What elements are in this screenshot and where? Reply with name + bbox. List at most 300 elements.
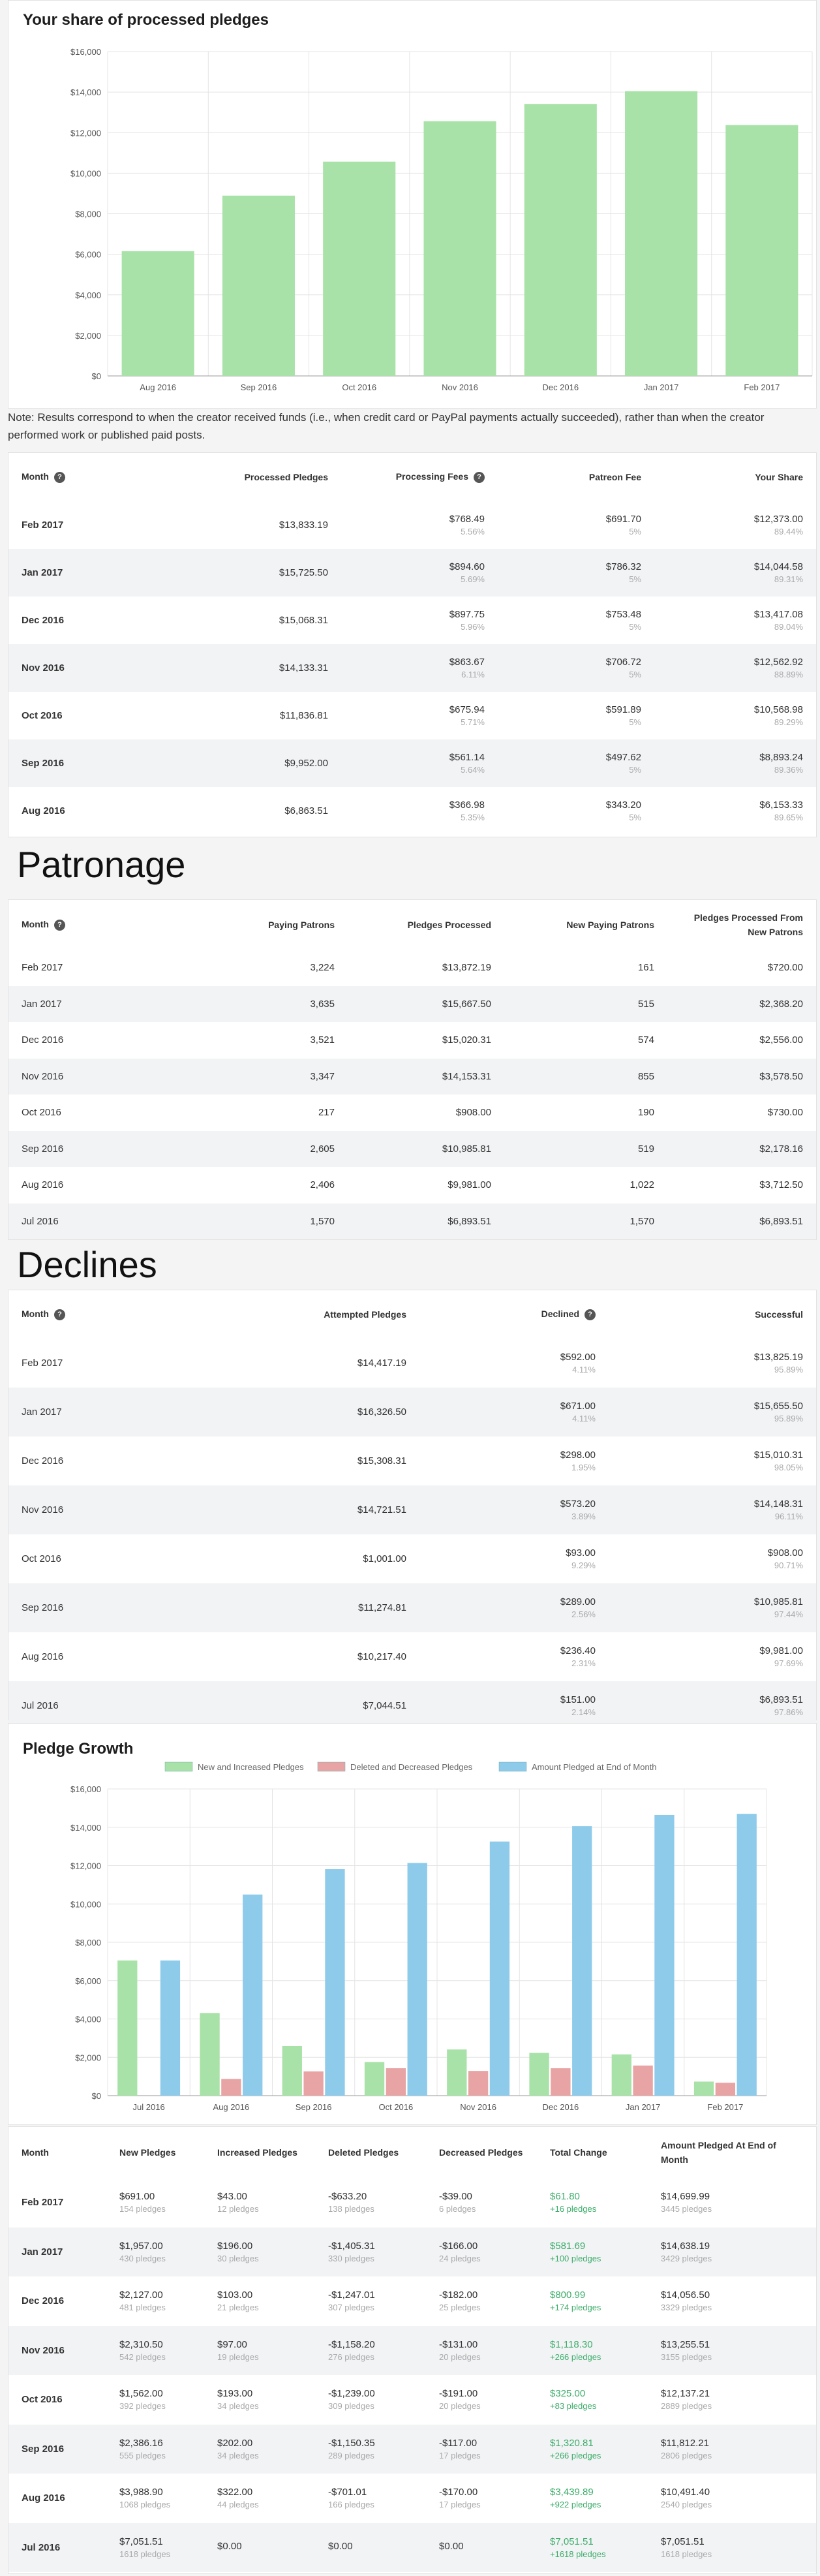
row-declined: $298.00 <box>560 1450 596 1461</box>
share-header-patreon: Patreon Fee <box>588 472 641 482</box>
row-month: Jul 2016 <box>22 2541 61 2553</box>
row-deleted: -$633.20 <box>328 2191 367 2203</box>
table-row <box>8 2375 816 2425</box>
table-row <box>8 986 816 1023</box>
row-end: $14,699.99 <box>661 2191 710 2203</box>
row-month: Jul 2016 <box>22 1215 59 1227</box>
help-icon[interactable]: ? <box>585 1309 596 1320</box>
x-tick-label: Jan 2017 <box>625 2102 661 2112</box>
row-decreased-sub: 20 pledges <box>439 2401 481 2412</box>
bar[interactable] <box>529 2053 549 2096</box>
row-new-patrons: 190 <box>637 1107 654 1119</box>
x-tick-label: Jul 2016 <box>132 2102 165 2112</box>
row-patreon-fee: $497.62 <box>605 752 641 763</box>
processing-note: Note: Results correspond to when the creator received funds (i.e., when credit card or PayPal payments actually succeeded), rather than when the creator performed work or published paid posts. <box>8 411 765 441</box>
row-end: $14,056.50 <box>661 2289 710 2301</box>
row-successful: $9,981.00 <box>759 1645 803 1656</box>
row-processed: $14,153.31 <box>442 1070 491 1082</box>
row-new: $2,386.16 <box>119 2437 163 2449</box>
row-end: $11,812.21 <box>661 2437 709 2449</box>
row-successful: $13,825.19 <box>753 1352 803 1363</box>
table-row <box>8 2326 816 2376</box>
bar[interactable] <box>243 1895 262 2096</box>
row-fees-sub: 5.96% <box>461 622 485 632</box>
bar[interactable] <box>737 1814 757 2096</box>
row-month: Aug 2016 <box>22 1651 64 1662</box>
row-processed: $9,952.00 <box>284 758 328 769</box>
row-fees: $675.94 <box>449 704 485 715</box>
bar[interactable] <box>716 2083 735 2096</box>
row-declined-sub: 9.29% <box>571 1560 596 1570</box>
row-share: $14,044.58 <box>753 561 803 572</box>
row-month: Nov 2016 <box>22 1504 64 1515</box>
declines-table-panel <box>8 1290 817 1720</box>
row-month: Jul 2016 <box>22 1700 59 1711</box>
row-successful: $15,010.31 <box>753 1450 803 1461</box>
bar[interactable] <box>551 2068 570 2096</box>
help-icon[interactable]: ? <box>54 1309 65 1320</box>
row-new-processed: $6,893.51 <box>759 1215 803 1227</box>
row-total: $325.00 <box>550 2388 586 2400</box>
row-month: Feb 2017 <box>22 1358 63 1369</box>
bar[interactable] <box>282 2046 302 2096</box>
row-increased-sub: 21 pledges <box>217 2303 259 2313</box>
row-processed: $908.00 <box>455 1107 491 1119</box>
row-month: Jan 2017 <box>22 1406 62 1418</box>
patronage-header-patrons: Paying Patrons <box>268 920 335 930</box>
x-tick-label: Aug 2016 <box>213 2102 250 2112</box>
row-deleted-sub: 166 pledges <box>328 2500 374 2510</box>
row-month: Jan 2017 <box>22 2246 63 2258</box>
growth-header-end: Amount Pledged At End of Month <box>661 2140 776 2165</box>
y-tick-label: $0 <box>91 2091 101 2101</box>
table-row <box>8 2276 816 2326</box>
row-end: $12,137.21 <box>661 2388 710 2400</box>
row-increased-sub: 12 pledges <box>217 2204 259 2214</box>
row-new-sub: 1068 pledges <box>119 2500 171 2510</box>
row-patreon-fee-sub: 5% <box>629 765 641 775</box>
row-processed: $6,893.51 <box>448 1215 491 1227</box>
row-successful: $908.00 <box>767 1547 803 1559</box>
bar[interactable] <box>323 162 395 376</box>
row-share: $6,153.33 <box>759 799 803 811</box>
x-tick-label: Oct 2016 <box>342 382 377 392</box>
row-end-sub: 3329 pledges <box>661 2303 712 2313</box>
row-fees-sub: 5.71% <box>461 717 485 727</box>
legend-label[interactable]: Deleted and Decreased Pledges <box>350 1762 473 1772</box>
bar[interactable] <box>122 251 194 376</box>
row-share-sub: 88.89% <box>774 670 803 679</box>
row-patreon-fee: $786.32 <box>605 561 641 572</box>
bar[interactable] <box>490 1842 509 2096</box>
table-row <box>8 1485 816 1534</box>
row-patreon-fee: $691.70 <box>605 514 641 525</box>
row-month: Aug 2016 <box>22 2492 65 2504</box>
row-patreon-fee-sub: 5% <box>629 813 641 822</box>
row-fees-sub: 5.56% <box>461 527 485 536</box>
share-header-fees: Processing Fees <box>395 471 468 482</box>
row-month: Nov 2016 <box>22 2344 65 2356</box>
row-new-patrons: 519 <box>637 1143 654 1155</box>
bar[interactable] <box>365 2062 384 2096</box>
y-tick-label: $6,000 <box>75 1976 101 1986</box>
row-new-patrons: 855 <box>637 1070 654 1082</box>
row-successful-sub: 97.44% <box>774 1609 803 1619</box>
row-share-sub: 89.65% <box>774 813 803 822</box>
row-share-sub: 89.31% <box>774 574 803 584</box>
row-month: Oct 2016 <box>22 1107 61 1119</box>
row-decreased: -$39.00 <box>439 2191 472 2203</box>
row-successful: $6,893.51 <box>759 1694 803 1705</box>
row-patrons: 1,570 <box>310 1215 335 1227</box>
row-decreased-sub: 6 pledges <box>439 2204 476 2214</box>
y-tick-label: $10,000 <box>70 1899 101 1910</box>
bar[interactable] <box>572 1826 592 2096</box>
growth-header-deleted: Deleted Pledges <box>328 2147 399 2158</box>
y-tick-label: $2,000 <box>75 330 101 341</box>
row-processed: $15,667.50 <box>442 998 491 1010</box>
row-share: $13,417.08 <box>753 609 803 620</box>
row-attempted: $7,044.51 <box>363 1700 406 1711</box>
row-successful: $15,655.50 <box>753 1401 803 1412</box>
row-new-sub: 430 pledges <box>119 2253 166 2263</box>
patronage-header-new-processed: Pledges Processed From New Patrons <box>693 912 803 937</box>
row-deleted: -$1,158.20 <box>328 2338 375 2350</box>
row-increased-sub: 34 pledges <box>217 2401 259 2412</box>
row-decreased: -$182.00 <box>439 2289 478 2301</box>
row-new-sub: 555 pledges <box>119 2450 166 2460</box>
row-month: Oct 2016 <box>22 710 63 721</box>
row-end: $7,051.51 <box>661 2536 705 2547</box>
row-deleted: -$1,247.01 <box>328 2289 375 2301</box>
row-end-sub: 2540 pledges <box>661 2500 712 2510</box>
row-deleted-sub: 307 pledges <box>328 2303 374 2313</box>
row-total: $7,051.51 <box>550 2536 594 2547</box>
row-total: $61.80 <box>550 2191 580 2203</box>
bar[interactable] <box>222 196 295 376</box>
row-decreased-sub: 17 pledges <box>439 2450 481 2460</box>
row-processed: $11,836.81 <box>280 710 328 721</box>
help-icon[interactable]: ? <box>54 472 65 483</box>
share-table <box>8 453 816 835</box>
bar[interactable] <box>725 125 798 376</box>
row-patrons: 217 <box>318 1107 335 1119</box>
bar[interactable] <box>408 1863 427 2096</box>
bar[interactable] <box>386 2068 406 2096</box>
row-patreon-fee-sub: 5% <box>629 670 641 679</box>
bar[interactable] <box>633 2066 652 2096</box>
row-successful-sub: 90.71% <box>774 1560 803 1570</box>
table-row <box>8 2178 816 2227</box>
growth-chart-title: Pledge Growth <box>23 1740 134 1758</box>
row-fees: $366.98 <box>449 799 485 811</box>
x-tick-label: Dec 2016 <box>542 2102 579 2112</box>
row-end-sub: 3445 pledges <box>661 2204 712 2214</box>
bar[interactable] <box>468 2071 488 2096</box>
row-new: $7,051.51 <box>119 2536 163 2547</box>
row-end-sub: 2806 pledges <box>661 2450 712 2460</box>
growth-header-increased: Increased Pledges <box>217 2147 297 2158</box>
row-share-sub: 89.36% <box>774 765 803 775</box>
row-month: Dec 2016 <box>22 615 65 626</box>
row-month: Dec 2016 <box>22 2295 65 2307</box>
row-patrons: 2,406 <box>310 1179 335 1191</box>
row-new-processed: $2,368.20 <box>759 998 803 1010</box>
x-tick-label: Sep 2016 <box>295 2102 332 2112</box>
row-new: $1,562.00 <box>119 2388 163 2400</box>
row-decreased: -$166.00 <box>439 2240 478 2252</box>
row-end-sub: 3429 pledges <box>661 2253 712 2263</box>
y-tick-label: $4,000 <box>75 290 101 300</box>
row-share-sub: 89.44% <box>774 527 803 536</box>
row-declined-sub: 4.11% <box>572 1365 596 1374</box>
row-new: $1,957.00 <box>119 2240 163 2252</box>
y-tick-label: $10,000 <box>70 168 101 179</box>
row-total-sub: +266 pledges <box>550 2351 601 2362</box>
patronage-header-new: New Paying Patrons <box>566 920 654 930</box>
row-new-sub: 481 pledges <box>119 2303 166 2313</box>
row-month: Jan 2017 <box>22 567 63 578</box>
table-row <box>8 1094 816 1131</box>
row-processed: $9,981.00 <box>448 1179 491 1191</box>
row-month: Sep 2016 <box>22 1602 64 1613</box>
row-decreased: -$170.00 <box>439 2487 478 2498</box>
table-row <box>8 1436 816 1485</box>
row-month: Oct 2016 <box>22 1553 61 1564</box>
row-new-patrons: 574 <box>637 1034 654 1046</box>
row-patreon-fee: $343.20 <box>605 799 641 811</box>
row-share: $10,568.98 <box>753 704 803 715</box>
growth-chart <box>8 1759 816 2124</box>
row-declined: $93.00 <box>566 1547 596 1559</box>
bar[interactable] <box>447 2049 466 2096</box>
row-total: $1,320.81 <box>550 2437 594 2449</box>
y-tick-label: $12,000 <box>70 1861 101 1871</box>
growth-header-month: Month <box>22 2147 49 2158</box>
table-row <box>8 501 816 549</box>
table-row <box>8 644 816 692</box>
growth-table <box>8 2127 816 2572</box>
growth-header-total: Total Change <box>550 2147 607 2158</box>
row-new: $2,310.50 <box>119 2338 163 2350</box>
row-total-sub: +100 pledges <box>550 2253 601 2263</box>
bar[interactable] <box>325 1869 344 2096</box>
row-new-processed: $2,556.00 <box>759 1034 803 1046</box>
row-increased-sub: 30 pledges <box>217 2253 259 2263</box>
share-chart-title: Your share of processed pledges <box>23 11 269 29</box>
row-patrons: 3,635 <box>310 998 335 1010</box>
row-decreased-sub: 25 pledges <box>439 2303 481 2313</box>
bar[interactable] <box>160 1961 180 2096</box>
row-new-processed: $3,578.50 <box>759 1070 803 1082</box>
y-tick-label: $14,000 <box>70 87 101 98</box>
row-new-patrons: 161 <box>637 962 654 974</box>
y-tick-label: $0 <box>91 371 101 381</box>
row-decreased: $0.00 <box>439 2541 464 2553</box>
x-tick-label: Jan 2017 <box>643 382 679 392</box>
y-tick-label: $2,000 <box>75 2053 101 2063</box>
y-tick-label: $4,000 <box>75 2014 101 2025</box>
row-successful-sub: 97.69% <box>774 1658 803 1668</box>
bar[interactable] <box>303 2072 323 2096</box>
growth-chart-panel <box>8 1723 817 2125</box>
y-tick-label: $16,000 <box>70 1784 101 1794</box>
row-month: Feb 2017 <box>22 2197 64 2209</box>
row-increased: $193.00 <box>217 2388 253 2400</box>
declines-table <box>8 1290 816 1730</box>
row-patreon-fee-sub: 5% <box>629 622 641 632</box>
row-deleted: $0.00 <box>328 2541 353 2553</box>
share-table-panel <box>8 452 817 837</box>
y-tick-label: $14,000 <box>70 1822 101 1833</box>
row-decreased: -$191.00 <box>439 2388 478 2400</box>
row-fees: $863.67 <box>449 657 485 668</box>
row-successful-sub: 95.89% <box>774 1414 803 1423</box>
row-month: Nov 2016 <box>22 662 65 674</box>
table-row <box>8 2227 816 2277</box>
row-total-sub: +266 pledges <box>550 2450 601 2460</box>
x-tick-label: Feb 2017 <box>707 2102 744 2112</box>
row-patreon-fee: $591.89 <box>605 704 641 715</box>
row-declined: $671.00 <box>560 1401 596 1412</box>
table-row <box>8 1388 816 1436</box>
row-end-sub: 2889 pledges <box>661 2401 712 2412</box>
row-decreased-sub: 24 pledges <box>439 2253 481 2263</box>
row-new-patrons: 1,570 <box>630 1215 654 1227</box>
y-tick-label: $8,000 <box>75 1938 101 1948</box>
row-deleted-sub: 309 pledges <box>328 2401 374 2412</box>
bar[interactable] <box>221 2079 241 2096</box>
table-row <box>8 739 816 787</box>
declines-header-month: Month <box>22 1309 49 1320</box>
row-declined: $236.40 <box>560 1645 596 1656</box>
row-new-processed: $2,178.16 <box>759 1143 803 1155</box>
table-row <box>8 692 816 739</box>
row-increased: $97.00 <box>217 2338 247 2350</box>
row-total-sub: +83 pledges <box>550 2401 597 2412</box>
row-patreon-fee-sub: 5% <box>629 527 641 536</box>
bar[interactable] <box>612 2055 631 2096</box>
row-end: $13,255.51 <box>661 2338 710 2350</box>
row-declined-sub: 2.31% <box>571 1658 596 1668</box>
row-month: Dec 2016 <box>22 1455 64 1466</box>
row-processed: $6,863.51 <box>284 805 328 816</box>
row-increased: $322.00 <box>217 2487 253 2498</box>
row-deleted: -$1,239.00 <box>328 2388 375 2400</box>
row-declined-sub: 3.89% <box>571 1512 596 1521</box>
row-deleted-sub: 276 pledges <box>328 2351 374 2362</box>
row-fees-sub: 5.35% <box>461 813 485 822</box>
row-new-sub: 154 pledges <box>119 2204 166 2214</box>
table-row <box>8 2474 816 2523</box>
row-new-processed: $720.00 <box>767 962 803 974</box>
row-new-processed: $730.00 <box>767 1107 803 1119</box>
y-tick-label: $6,000 <box>75 249 101 260</box>
row-total: $1,118.30 <box>550 2338 593 2350</box>
table-row <box>8 1534 816 1583</box>
row-end: $10,491.40 <box>661 2487 710 2498</box>
table-row <box>8 1583 816 1632</box>
bar[interactable] <box>524 104 597 376</box>
share-header-month: Month <box>22 471 49 482</box>
table-row <box>8 1632 816 1681</box>
row-deleted: -$701.01 <box>328 2487 367 2498</box>
row-fees: $768.49 <box>449 514 485 525</box>
row-new: $3,988.90 <box>119 2487 163 2498</box>
row-fees: $897.75 <box>449 609 485 620</box>
bar[interactable] <box>694 2081 714 2096</box>
row-share-sub: 89.04% <box>774 622 803 632</box>
table-row <box>8 2425 816 2474</box>
row-share-sub: 89.29% <box>774 717 803 727</box>
row-share: $8,893.24 <box>759 752 803 763</box>
patronage-header-processed: Pledges Processed <box>407 920 491 930</box>
row-declined-sub: 2.14% <box>571 1707 596 1717</box>
row-fees: $561.14 <box>449 752 485 763</box>
row-patreon-fee-sub: 5% <box>629 574 641 584</box>
row-new: $2,127.00 <box>119 2289 163 2301</box>
row-patrons: 2,605 <box>310 1143 335 1155</box>
row-fees-sub: 5.69% <box>461 574 485 584</box>
declines-header-declined: Declined <box>541 1309 579 1320</box>
row-increased: $196.00 <box>217 2240 253 2252</box>
row-increased-sub: 19 pledges <box>217 2351 259 2362</box>
row-increased-sub: 34 pledges <box>217 2450 259 2460</box>
row-processed: $15,725.50 <box>279 567 328 578</box>
row-declined: $289.00 <box>560 1596 596 1607</box>
row-declined-sub: 4.11% <box>572 1414 596 1423</box>
row-total-sub: +922 pledges <box>550 2500 601 2510</box>
row-new-sub: 542 pledges <box>119 2351 166 2362</box>
row-patrons: 3,521 <box>310 1034 335 1046</box>
bar[interactable] <box>423 121 496 376</box>
row-total-sub: +1618 pledges <box>550 2549 606 2559</box>
bar[interactable] <box>654 1815 674 2096</box>
bar[interactable] <box>117 1961 137 2096</box>
x-tick-label: Aug 2016 <box>140 382 176 392</box>
x-tick-label: Dec 2016 <box>542 382 579 392</box>
row-fees-sub: 6.11% <box>461 670 485 679</box>
row-patrons: 3,224 <box>310 962 335 974</box>
legend-swatch <box>318 1762 345 1771</box>
row-attempted: $16,326.50 <box>357 1406 406 1418</box>
row-attempted: $10,217.40 <box>357 1651 406 1662</box>
row-successful-sub: 97.86% <box>774 1707 803 1717</box>
x-tick-label: Nov 2016 <box>442 382 478 392</box>
row-patreon-fee-sub: 5% <box>629 717 641 727</box>
row-deleted-sub: 138 pledges <box>328 2204 374 2214</box>
table-row <box>8 950 816 986</box>
help-icon[interactable]: ? <box>474 472 485 483</box>
row-processed: $15,068.31 <box>279 615 328 626</box>
row-successful-sub: 98.05% <box>774 1463 803 1472</box>
bar[interactable] <box>200 2013 219 2096</box>
bar[interactable] <box>625 91 697 376</box>
row-share: $12,373.00 <box>753 514 803 525</box>
row-increased: $0.00 <box>217 2541 242 2553</box>
growth-table-panel <box>8 2126 817 2574</box>
legend-label[interactable]: Amount Pledged at End of Month <box>532 1762 657 1772</box>
help-icon[interactable]: ? <box>54 920 65 931</box>
row-attempted: $1,001.00 <box>363 1553 406 1564</box>
declines-header-successful: Successful <box>755 1309 803 1320</box>
row-month: Sep 2016 <box>22 758 65 769</box>
legend-label[interactable]: New and Increased Pledges <box>198 1762 304 1772</box>
row-share: $12,562.92 <box>753 657 803 668</box>
table-row <box>8 1131 816 1168</box>
row-attempted: $14,417.19 <box>357 1358 406 1369</box>
row-fees: $894.60 <box>449 561 485 572</box>
